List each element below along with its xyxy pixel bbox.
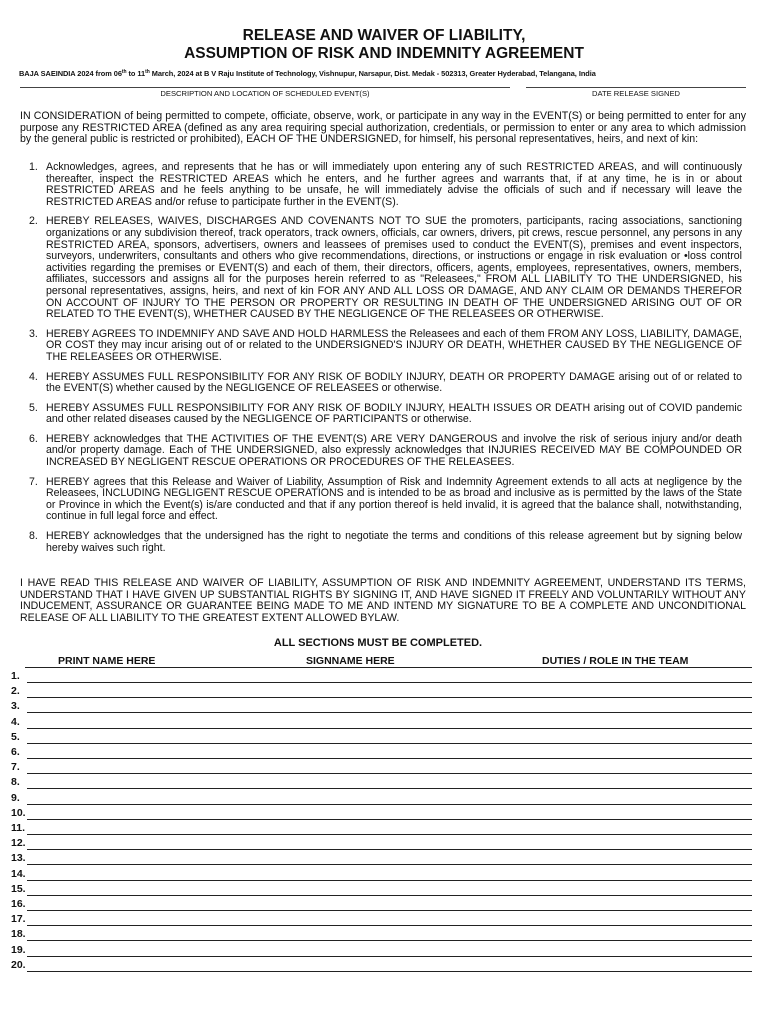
signature-row-number: 19.: [11, 943, 26, 956]
event-sup-2: th: [145, 69, 150, 75]
header-rule: [25, 667, 752, 668]
signature-line[interactable]: [27, 773, 752, 774]
signature-row-number: 4.: [11, 715, 20, 728]
date-signed-label: DATE RELEASE SIGNED: [526, 87, 746, 98]
signature-row-number: 1.: [11, 670, 20, 682]
signature-line[interactable]: [27, 925, 752, 926]
signature-row-number: 16.: [11, 898, 26, 910]
terms-item-text: HEREBY ASSUMES FULL RESPONSIBILITY FOR ANY RISK OF BODILY INJURY, HEALTH ISSUES OR DEATH arising out of COVID pandemic and other related diseases caused by the NEGLIGENCE OF PARTICIPANTS or otherwise.: [46, 401, 742, 426]
terms-item: [0, 216, 742, 320]
signature-line[interactable]: [27, 728, 752, 729]
terms-item-number: 3.: [29, 327, 38, 340]
signature-row-number: 18.: [11, 928, 26, 941]
signature-line[interactable]: [27, 940, 752, 941]
signature-line[interactable]: [27, 712, 752, 713]
signature-row-number: 15.: [11, 882, 26, 895]
duties-header: DUTIES / ROLE IN THE TEAM: [542, 655, 689, 667]
signature-row-number: 9.: [11, 791, 20, 804]
signature-row[interactable]: [11, 776, 752, 791]
signature-row[interactable]: [11, 913, 752, 928]
signature-line[interactable]: [27, 895, 752, 896]
signature-row[interactable]: [11, 746, 752, 761]
signature-row[interactable]: [11, 792, 752, 807]
signature-row-number: 17.: [11, 913, 26, 926]
terms-item: [0, 162, 742, 208]
signature-row[interactable]: [11, 928, 752, 943]
final-statement: I HAVE READ THIS RELEASE AND WAIVER OF LIABILITY, ASSUMPTION OF RISK AND INDEMNITY AGREEMENT, UNDERSTAND ITS TERMS, UNDERSTAND THAT I HAVE GIVEN UP SUBSTANTIAL RIGHTS BY SIGNING IT, AND HAVE SIGNED IT FREELY AND VOLUNTARILY WITHOUT ANY INDUCEMENT, ASSURANCE OR GUARANTEE BEING MADE TO ME AND INTEND MY SIGNATURE TO BE A COMPLETE AND UNCONDITIONAL RELEASE OF ALL LIABILITY TO THE GREATEST EXTENT ALLOWED BYLAW.: [20, 577, 746, 624]
signature-row[interactable]: [11, 837, 752, 852]
signature-row-number: 13.: [11, 852, 26, 865]
signature-row[interactable]: [11, 883, 752, 898]
signature-row[interactable]: [11, 670, 752, 685]
event-prefix: BAJA SAEINDIA 2024 from 06: [19, 69, 122, 78]
terms-item-text: HEREBY AGREES TO INDEMNIFY AND SAVE AND HOLD HARMLESS the Releasees and each of them FROM ANY LOSS, LIABILITY, DAMAGE, OR COST they may incur arising out of or related to the UNDERSIGNED'S INJURY OR DEATH, WHETHER CAUSED BY THE NEGLIGENCE OF THE RELEASEES OR OTHERWISE.: [46, 327, 742, 363]
terms-item-text: HEREBY ASSUMES FULL RESPONSIBILITY FOR ANY RISK OF BODILY INJURY, DEATH OR PROPERTY DAMAGE arising out of or related to the EVENT(S) whether caused by the NEGLIGENCE OF RELEASEES or otherwise.: [46, 370, 742, 395]
signature-line[interactable]: [27, 743, 752, 744]
signature-row[interactable]: [11, 716, 752, 731]
signature-row-number: 2.: [11, 685, 20, 698]
terms-item: [0, 372, 742, 395]
signature-row[interactable]: [11, 761, 752, 776]
terms-item-text: HEREBY acknowledges that the undersigned has the right to negotiate the terms and conditions of this release agreement but by signing below hereby waives such right.: [46, 530, 742, 554]
signature-row[interactable]: [11, 731, 752, 746]
signature-row[interactable]: [11, 959, 752, 974]
signature-row-number: 11.: [11, 822, 26, 834]
signature-line[interactable]: [27, 788, 752, 789]
signature-line[interactable]: [27, 834, 752, 835]
signature-row-number: 20.: [11, 958, 26, 971]
terms-item-number: 6.: [29, 432, 38, 445]
signature-line[interactable]: [27, 956, 752, 957]
terms-item-text: HEREBY agrees that this Release and Waiver of Liability, Assumption of Risk and Indemnity Agreement extends to all acts at negligence by the Releasees, INCLUDING NEGLIGENT RESCUE OPERATIONS and is intended to be as broad and inclusive as is permitted by the laws of the State or Province in which the Event(s) is/are conducted and that if any portion thereof is held invalid, it is agreed that the balance shall, notwithstanding, continue in full legal force and effect.: [46, 475, 742, 523]
signature-line[interactable]: [27, 971, 752, 972]
signature-row-number: 5.: [11, 730, 20, 743]
terms-item: [0, 434, 742, 469]
signature-row-number: 6.: [11, 746, 20, 758]
document-title-line-2: ASSUMPTION OF RISK AND INDEMNITY AGREEMENT: [184, 45, 584, 62]
print-name-header: PRINT NAME HERE: [58, 655, 156, 667]
event-sup-1: th: [121, 69, 127, 75]
signature-row[interactable]: [11, 868, 752, 883]
signature-row[interactable]: [11, 944, 752, 959]
signature-row-number: 12.: [11, 837, 26, 850]
signature-row-number: 3.: [11, 700, 20, 713]
event-description-label: DESCRIPTION AND LOCATION OF SCHEDULED EVENT(S): [20, 87, 510, 98]
signature-line[interactable]: [27, 682, 752, 683]
terms-item: [0, 531, 742, 554]
signature-line[interactable]: [27, 697, 752, 698]
terms-item: [0, 477, 742, 523]
signature-row[interactable]: [11, 898, 752, 913]
signature-row-number: 14.: [11, 867, 26, 880]
signature-line[interactable]: [27, 880, 752, 881]
signature-row[interactable]: [11, 822, 752, 837]
event-suffix: March, 2024 at B V Raju Institute of Technology, Vishnupur, Narsapur, Dist. Medak - 502313, Greater Hyderabad, Telangana, India: [149, 69, 596, 78]
signature-line[interactable]: [27, 758, 752, 759]
sign-name-header: SIGNNAME HERE: [306, 655, 395, 667]
terms-list: [0, 162, 742, 554]
terms-item-text: Acknowledges, agrees, and represents that he has or will immediately upon entering any of such RESTRICTED AREAS, and will continuously thereafter, inspect the RESTRICTED AREAS which he enters, and he further agrees and warrants that, if at any time, he is in or about RESTRICTED AREAS and he feels anything to be unsafe, he will immediately advise the officials of such and if necessary will leave the RESTRICTED AREAS and/or refuse to participate further in the EVENT(S).: [46, 161, 742, 208]
terms-item: [0, 329, 742, 364]
signature-line[interactable]: [27, 804, 752, 805]
signature-line[interactable]: [27, 849, 752, 850]
sections-note: ALL SECTIONS MUST BE COMPLETED.: [273, 637, 483, 649]
terms-item-number: 2.: [29, 215, 38, 228]
event-mid: to 11: [126, 69, 146, 78]
terms-item-number: 8.: [29, 530, 38, 543]
terms-item-text: HEREBY acknowledges that THE ACTIVITIES OF THE EVENT(S) ARE VERY DANGEROUS and involve the risk of serious injury and/or death and/or property damage. Each of THE UNDERSIGNED, also expressly acknowledges that INJURIES RECEIVED MAY BE COMPOUNDED OR INCREASED BY NEGLIGENT RESCUE OPERATIONS OR PROCEDURES OF THE RELEASEES.: [46, 432, 742, 469]
signature-line[interactable]: [27, 819, 752, 820]
document-title-line-1: RELEASE AND WAIVER OF LIABILITY,: [242, 27, 526, 44]
signature-line[interactable]: [27, 910, 752, 911]
signature-row[interactable]: [11, 807, 752, 822]
signature-line[interactable]: [27, 864, 752, 865]
terms-item-text: HEREBY RELEASES, WAIVES, DISCHARGES AND COVENANTS NOT TO SUE the promoters, participants, racing associations, sanctioning organizations or any subdivision thereof, track operators, track owners, officials, car owners, drivers, pit crews, rescue personnel, any persons in any RESTRICTED AREA, sponsors, advertisers, owners and leassees of premises used to conduct the EVENT(S), premises and event inspectors, surveyors, underwriters, consultants and others who give recommendations, directions, or instructions or engage in risk evaluation or •loss control activities regarding the premises or EVENT(S) and each of them, their directors, officers, agents, employees, representatives, owners, members, affiliates, successors and assigns all for the purposes herein referred to as "Releasees," FROM ALL LIABILITY TO THE UNDERSIGNED, his personal representatives, assigns, heirs, and next of kin FOR ANY AND ALL LOSS OR DAMAGE, AND ANY CLAIM OR DEMANDS THEREFOR ON ACCOUNT OF INJURY TO THE PERSON OR PROPERTY OR RESULTING IN DEATH OF THE UNDERSIGNED ARISING OUT OF OR RELATED TO THE EVENT(S), WHETHER CAUSED BY THE NEGLIGENCE OF THE RELEASEES OR OTHERWISE.: [46, 215, 742, 321]
terms-item-number: 4.: [29, 370, 38, 383]
terms-item-number: 5.: [29, 401, 38, 414]
signature-row[interactable]: [11, 852, 752, 867]
signature-row[interactable]: [11, 700, 752, 715]
intro-paragraph: IN CONSIDERATION of being permitted to compete, officiate, observe, work, or participate in any way in the EVENT(S) or being permitted to enter for any purpose any RESTRICTED AREA (defined as any area requiring special authorization, credentials, or permission to enter or any area to which admission by the general public is restricted or prohibited), EACH OF THE UNDERSIGNED, for himself, his personal representatives, heirs, and next of kin:: [20, 110, 746, 146]
signature-row-number: 10.: [11, 806, 26, 819]
terms-item-number: 1.: [29, 161, 38, 173]
event-description: [19, 69, 759, 78]
signature-row-number: 8.: [11, 776, 20, 789]
signature-row[interactable]: [11, 685, 752, 700]
signature-row-number: 7.: [11, 761, 20, 774]
terms-item: [0, 403, 742, 426]
terms-item-number: 7.: [29, 475, 38, 488]
